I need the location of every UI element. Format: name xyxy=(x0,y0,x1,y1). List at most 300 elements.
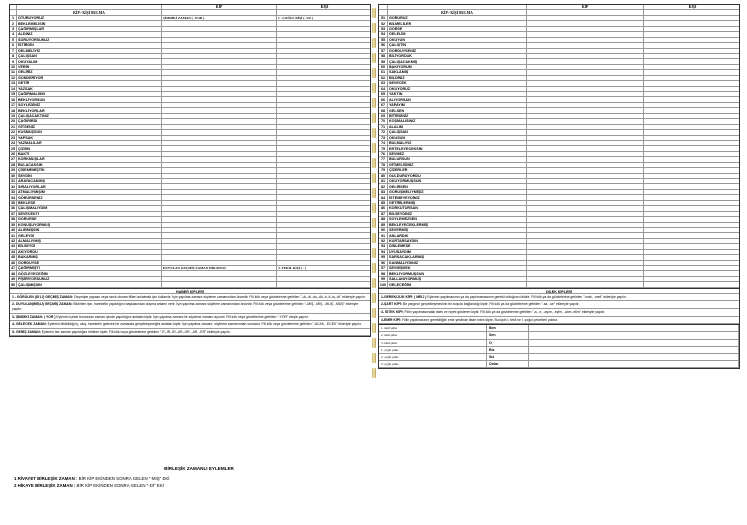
kip-answer-cell[interactable] xyxy=(527,146,644,150)
kisi-answer-cell[interactable] xyxy=(277,282,372,286)
kip-answer-cell[interactable] xyxy=(162,190,277,194)
kisi-answer-cell[interactable] xyxy=(277,130,372,134)
row-number: 42 xyxy=(10,239,16,244)
person-answer-cell[interactable] xyxy=(529,340,739,347)
kip-answer-cell[interactable] xyxy=(527,261,644,265)
kip-answer-cell[interactable]: DUYULAN GEÇMİŞ ZAMAN HİKAYESİ xyxy=(162,266,277,270)
kip-answer-cell[interactable] xyxy=(527,59,644,63)
kisi-answer-cell[interactable] xyxy=(277,228,372,232)
kisi-answer-cell[interactable] xyxy=(277,271,372,275)
kip-answer-cell[interactable] xyxy=(162,103,277,107)
kip-answer-cell[interactable] xyxy=(527,168,644,172)
kip-answer-cell[interactable] xyxy=(162,65,277,69)
kip-answer-cell[interactable] xyxy=(527,250,644,254)
kisi-answer-cell[interactable] xyxy=(277,49,372,53)
kip-answer-cell[interactable] xyxy=(527,87,644,91)
kip-answer-cell[interactable] xyxy=(527,157,644,161)
kip-answer-cell[interactable] xyxy=(527,114,644,118)
kip-answer-cell[interactable] xyxy=(162,261,277,265)
kisi-answer-cell[interactable] xyxy=(277,70,372,74)
kip-answer-cell[interactable] xyxy=(162,255,277,259)
kisi-answer-cell[interactable] xyxy=(277,217,372,221)
kip-answer-cell[interactable] xyxy=(162,92,277,96)
kip-answer-cell[interactable] xyxy=(162,54,277,58)
kip-answer-cell[interactable] xyxy=(162,250,277,254)
verb-cell: GÖRÜRSENİZ xyxy=(17,195,162,199)
kisi-answer-cell[interactable] xyxy=(644,87,741,91)
row-number: 76 xyxy=(379,152,388,156)
kip-answer-cell[interactable] xyxy=(162,233,277,237)
verb-cell: ÇAĞIRMALISIN xyxy=(17,92,162,96)
kisi-answer-cell[interactable] xyxy=(644,146,741,150)
row-number: 35 xyxy=(10,200,16,205)
kisi-answer-cell[interactable] xyxy=(644,81,741,85)
kisi-answer-cell[interactable] xyxy=(277,125,372,129)
kisi-answer-cell[interactable] xyxy=(644,206,741,210)
kip-answer-cell[interactable] xyxy=(162,282,277,286)
row-number: 47 xyxy=(10,266,16,271)
kip-answer-cell[interactable] xyxy=(527,70,644,74)
kisi-answer-cell[interactable] xyxy=(277,152,372,156)
kip-answer-cell[interactable] xyxy=(162,244,277,248)
kip-answer-cell[interactable] xyxy=(527,217,644,221)
row-number: 28 xyxy=(10,162,16,167)
kisi-answer-cell[interactable] xyxy=(644,271,741,275)
kisi-answer-cell[interactable] xyxy=(644,92,741,96)
verb-cell: ATMALIYMIŞIM xyxy=(17,190,162,194)
kisi-answer-cell[interactable]: 3. TEKİL KİŞİ ( - ) xyxy=(278,266,306,271)
kip-answer-cell[interactable] xyxy=(527,233,644,237)
kip-answer-cell[interactable] xyxy=(162,277,277,281)
kip-answer-cell[interactable] xyxy=(527,223,644,227)
kip-answer-cell[interactable]: ŞİMDİKİ ZAMAN ( -YOR ) xyxy=(162,16,277,20)
kip-answer-cell[interactable] xyxy=(527,255,644,259)
kisi-answer-cell[interactable] xyxy=(277,97,372,101)
kip-answer-cell[interactable] xyxy=(527,174,644,178)
kisi-answer-cell[interactable] xyxy=(277,174,372,178)
kip-answer-cell[interactable] xyxy=(527,38,644,42)
kisi-answer-cell[interactable] xyxy=(644,250,741,254)
kisi-answer-cell[interactable] xyxy=(277,92,372,96)
kip-answer-cell[interactable] xyxy=(162,195,277,199)
kip-answer-cell[interactable] xyxy=(162,152,277,156)
kisi-answer-cell[interactable] xyxy=(277,157,372,161)
kisi-answer-cell[interactable] xyxy=(644,179,741,183)
row-number: 29 xyxy=(10,168,16,173)
kisi-answer-cell[interactable] xyxy=(277,38,372,42)
kisi-answer-cell[interactable] xyxy=(644,261,741,265)
kip-answer-cell[interactable] xyxy=(527,266,644,270)
row-number: 63 xyxy=(379,81,388,85)
verb-cell: ALMALIYMIŞ xyxy=(17,239,162,243)
kip-answer-cell[interactable] xyxy=(162,157,277,161)
row-number: 17 xyxy=(10,103,16,108)
kisi-answer-cell[interactable] xyxy=(644,119,741,123)
kisi-answer-cell[interactable] xyxy=(644,195,741,199)
row-number: 32 xyxy=(10,184,16,189)
kisi-answer-cell[interactable] xyxy=(277,43,372,47)
kip-answer-cell[interactable] xyxy=(527,201,644,205)
kip-answer-cell[interactable] xyxy=(527,65,644,69)
kisi-answer-cell[interactable] xyxy=(277,103,372,107)
tense-notes xyxy=(10,294,370,337)
person-pronoun: Siz xyxy=(487,354,529,361)
kisi-answer-cell[interactable] xyxy=(277,76,372,80)
row-number: 71 xyxy=(379,125,388,129)
kip-answer-cell[interactable] xyxy=(162,201,277,205)
verb-cell: ÇALIŞACAKTINIZ xyxy=(17,114,162,118)
kip-answer-cell[interactable] xyxy=(527,130,644,134)
verb-cell: BULACAKSIN xyxy=(17,163,162,167)
person-label: 1. çoğul şahıs xyxy=(379,347,487,354)
kip-answer-cell[interactable] xyxy=(162,81,277,85)
kisi-answer-cell[interactable] xyxy=(644,38,741,42)
row-number: 58 xyxy=(379,54,388,58)
kisi-answer-cell[interactable] xyxy=(644,141,741,145)
binder-ring xyxy=(372,128,376,138)
kip-answer-cell[interactable] xyxy=(527,32,644,36)
kip-answer-cell[interactable] xyxy=(527,43,644,47)
kisi-answer-cell[interactable] xyxy=(644,184,741,188)
row-number: 27 xyxy=(10,157,16,162)
binder-ring xyxy=(372,8,376,18)
section-title: DİLEK KİPLERİ xyxy=(379,288,739,294)
row-number: 62 xyxy=(379,76,388,80)
kisi-answer-cell[interactable] xyxy=(277,119,372,123)
row-number: 80 xyxy=(379,174,388,178)
row-number: 99 xyxy=(379,277,388,281)
kisi-answer-cell[interactable] xyxy=(644,201,741,205)
row-number: 51 xyxy=(379,16,388,20)
verb-cell: İSTEMEYEYDİNİZ xyxy=(388,195,527,199)
kisi-answer-cell[interactable] xyxy=(277,201,372,205)
kisi-answer-cell[interactable] xyxy=(644,16,741,20)
kisi-answer-cell[interactable] xyxy=(277,233,372,237)
kip-answer-cell[interactable] xyxy=(162,76,277,80)
row-number: 75 xyxy=(379,146,388,150)
row-number: 69 xyxy=(379,114,388,118)
kip-answer-cell[interactable] xyxy=(162,49,277,53)
verb-cell: KURTARSAYDIN xyxy=(388,239,527,243)
kip-answer-cell[interactable] xyxy=(527,108,644,112)
row-number: 12 xyxy=(10,75,16,80)
verb-cell: OKUYALIM xyxy=(17,59,162,63)
verb-cell: AKIYORDU xyxy=(17,250,162,254)
kip-answer-cell[interactable] xyxy=(162,239,277,243)
verb-cell: ALIRMIŞSIN xyxy=(17,228,162,232)
kisi-answer-cell[interactable] xyxy=(644,255,741,259)
kisi-answer-cell[interactable] xyxy=(277,108,372,112)
kisi-answer-cell[interactable] xyxy=(277,59,372,63)
row-number: 34 xyxy=(10,195,16,200)
kisi-answer-cell[interactable] xyxy=(644,114,741,118)
kisi-answer-cell[interactable] xyxy=(644,266,741,270)
person-pronoun: Sen xyxy=(487,332,529,339)
verb-cell: BEKLİYORSUN xyxy=(17,97,162,101)
row-number: 30 xyxy=(10,173,16,178)
verb-cell: ÇİZSİN xyxy=(17,146,162,150)
kisi-answer-cell[interactable] xyxy=(644,136,741,140)
kip-answer-cell[interactable] xyxy=(162,141,277,145)
binder-ring xyxy=(372,53,376,63)
kip-answer-cell[interactable] xyxy=(527,103,644,107)
person-pronoun: O xyxy=(487,340,529,347)
kip-answer-cell[interactable] xyxy=(527,136,644,140)
kip-answer-cell[interactable] xyxy=(162,271,277,275)
kip-answer-cell[interactable] xyxy=(527,16,644,20)
kip-answer-cell[interactable] xyxy=(162,212,277,216)
note-heading: 4-EMİR KİPİ: xyxy=(381,317,402,322)
kisi-answer-cell[interactable] xyxy=(644,70,741,74)
kip-answer-cell[interactable] xyxy=(527,141,644,145)
kip-answer-cell[interactable] xyxy=(162,136,277,140)
kip-answer-cell[interactable] xyxy=(162,125,277,129)
kisi-answer-cell[interactable] xyxy=(644,217,741,221)
kisi-answer-cell[interactable] xyxy=(277,244,372,248)
note-item xyxy=(379,309,739,317)
person-answer-cell[interactable] xyxy=(529,361,739,368)
row-number: 57 xyxy=(379,49,388,53)
verb-cell: OKUYUN xyxy=(388,38,527,42)
kip-answer-cell[interactable] xyxy=(527,244,644,248)
kip-answer-cell[interactable] xyxy=(162,184,277,188)
verb-cell: KÜSMÜŞSÜN xyxy=(17,130,162,134)
verb-cell: GELECEĞİM xyxy=(388,282,527,286)
kip-answer-cell[interactable] xyxy=(527,228,644,232)
verb-cell: GELSEN xyxy=(388,108,527,112)
kisi-answer-cell[interactable] xyxy=(644,108,741,112)
verb-cell: GELMELİYİZ xyxy=(17,49,162,53)
row-number: 44 xyxy=(10,249,16,254)
verb-cell: GÖRDÜYSE xyxy=(17,261,162,265)
kisi-answer-cell[interactable] xyxy=(277,179,372,183)
kisi-answer-cell[interactable] xyxy=(277,190,372,194)
kisi-answer-cell[interactable] xyxy=(644,130,741,134)
kisi-answer-cell[interactable] xyxy=(277,114,372,118)
note-text: Eylemin her zaman yapıldığını bildiren kiptir. Fiil kök veya gövdelerine getirilen "-R,-IR,-İR,-UR,-ÜR, -AR, -ER" ekleriyle yapılır. xyxy=(40,329,231,334)
row-number: 36 xyxy=(10,206,16,211)
kip-answer-cell[interactable] xyxy=(162,217,277,221)
kisi-answer-cell[interactable] xyxy=(277,239,372,243)
kisi-answer-cell[interactable] xyxy=(644,54,741,58)
kip-answer-cell[interactable] xyxy=(527,184,644,188)
kisi-answer-cell[interactable] xyxy=(644,103,741,107)
binder-ring xyxy=(372,293,376,303)
kip-answer-cell[interactable] xyxy=(162,27,277,31)
kisi-answer-cell[interactable] xyxy=(277,163,372,167)
verb-cell: ANLARDIK xyxy=(388,233,527,237)
kisi-answer-cell[interactable] xyxy=(644,282,741,286)
kip-answer-cell[interactable] xyxy=(162,21,277,25)
kip-answer-cell[interactable] xyxy=(162,32,277,36)
kisi-answer-cell[interactable] xyxy=(277,146,372,150)
kisi-answer-cell[interactable] xyxy=(644,32,741,36)
kisi-answer-cell[interactable] xyxy=(644,174,741,178)
verb-cell: OKUSUN xyxy=(388,136,527,140)
person-answer-cell[interactable] xyxy=(529,354,739,361)
kip-answer-cell[interactable] xyxy=(162,146,277,150)
kisi-answer-cell[interactable] xyxy=(644,152,741,156)
kip-answer-cell[interactable] xyxy=(162,70,277,74)
kisi-answer-cell[interactable] xyxy=(644,125,741,129)
kip-answer-cell[interactable] xyxy=(162,179,277,183)
row-number: 79 xyxy=(379,168,388,172)
kip-answer-cell[interactable] xyxy=(527,212,644,216)
kisi-answer-cell[interactable] xyxy=(644,27,741,31)
kisi-answer-cell[interactable] xyxy=(277,21,372,25)
kip-answer-cell[interactable] xyxy=(527,125,644,129)
kisi-answer-cell[interactable] xyxy=(644,190,741,194)
note-item xyxy=(10,321,370,329)
kisi-answer-cell[interactable] xyxy=(644,49,741,53)
verb-cell: ALALIM xyxy=(388,125,527,129)
kisi-answer-cell[interactable] xyxy=(277,32,372,36)
row-number: 88 xyxy=(379,217,388,221)
kisi-answer-cell[interactable] xyxy=(277,250,372,254)
kisi-answer-cell[interactable] xyxy=(277,206,372,210)
row-number: 64 xyxy=(379,87,388,91)
verb-cell: ERTELEYECEKSİN xyxy=(388,146,527,150)
kip-answer-cell[interactable] xyxy=(527,277,644,281)
verb-cell: SEVECEKTİ xyxy=(17,212,162,216)
kisi-answer-cell[interactable] xyxy=(277,168,372,172)
kisi-answer-cell[interactable] xyxy=(277,54,372,58)
kip-answer-cell[interactable] xyxy=(162,228,277,232)
kip-answer-cell[interactable] xyxy=(527,97,644,101)
kip-answer-cell[interactable] xyxy=(527,163,644,167)
kip-answer-cell[interactable] xyxy=(162,223,277,227)
kisi-answer-cell[interactable] xyxy=(644,212,741,216)
kisi-answer-cell[interactable] xyxy=(644,65,741,69)
kip-answer-cell[interactable] xyxy=(162,97,277,101)
row-number: 45 xyxy=(10,255,16,260)
verb-cell: SALLANIYORMUŞ xyxy=(388,277,527,281)
person-table xyxy=(379,324,739,368)
kip-answer-cell[interactable] xyxy=(162,130,277,134)
verb-cell: GÖRSE xyxy=(388,27,527,31)
kip-answer-cell[interactable] xyxy=(527,190,644,194)
verb-cell: BEKLESE xyxy=(17,201,162,205)
row-number: 7 xyxy=(10,49,17,53)
binder-ring xyxy=(372,188,376,198)
kip-answer-cell[interactable] xyxy=(162,108,277,112)
compound-line: 1 RİVAYET BİRLEŞİK ZAMAN : BİR KİP EKİNDEN SONRA GELEN "-MIŞ" EKİ xyxy=(14,476,170,481)
kip-answer-cell[interactable] xyxy=(527,179,644,183)
person-label: 3. tekil şahıs xyxy=(379,340,487,347)
kip-answer-cell[interactable] xyxy=(527,81,644,85)
kip-answer-cell[interactable] xyxy=(162,119,277,123)
kisi-answer-cell[interactable] xyxy=(644,228,741,232)
kisi-answer-cell[interactable] xyxy=(644,43,741,47)
verb-cell: BİLSEYDİ xyxy=(17,244,162,248)
kip-answer-cell[interactable] xyxy=(527,27,644,31)
kisi-answer-cell[interactable] xyxy=(277,255,372,259)
kisi-answer-cell[interactable] xyxy=(644,277,741,281)
kisi-answer-cell[interactable] xyxy=(644,223,741,227)
kisi-answer-cell[interactable] xyxy=(277,141,372,145)
kip-answer-cell[interactable] xyxy=(527,271,644,275)
row-number: 10 xyxy=(10,65,16,70)
kisi-answer-cell[interactable] xyxy=(277,27,372,31)
kisi-answer-cell[interactable] xyxy=(277,81,372,85)
kip-answer-cell[interactable] xyxy=(162,38,277,42)
kip-answer-cell[interactable] xyxy=(527,76,644,80)
kip-answer-cell[interactable] xyxy=(162,43,277,47)
kisi-answer-cell[interactable] xyxy=(277,277,372,281)
kisi-answer-cell[interactable] xyxy=(644,21,741,25)
verb-cell: YAKTIN xyxy=(388,92,527,96)
person-pronoun: Ben xyxy=(487,325,529,332)
kip-answer-cell[interactable] xyxy=(527,282,644,286)
kisi-answer-cell[interactable] xyxy=(277,223,372,227)
kip-answer-cell[interactable] xyxy=(527,21,644,25)
person-answer-cell[interactable] xyxy=(529,332,739,339)
kisi-answer-cell[interactable] xyxy=(644,163,741,167)
kisi-answer-cell[interactable] xyxy=(644,157,741,161)
kisi-answer-cell[interactable] xyxy=(277,136,372,140)
binder-ring xyxy=(372,98,376,108)
note-heading: 5- GENİŞ ZAMAN: xyxy=(12,329,41,334)
kip-answer-cell[interactable] xyxy=(527,54,644,58)
kisi-answer-cell[interactable] xyxy=(644,244,741,248)
verb-cell: İSTİRDİN xyxy=(17,43,162,47)
kip-answer-cell[interactable] xyxy=(162,168,277,172)
kisi-answer-cell[interactable]: 1 . ÇOĞUL KİŞİ ( -UZ ) xyxy=(278,16,314,21)
row-number: 49 xyxy=(10,277,16,282)
row-number: 89 xyxy=(379,223,388,227)
note-heading: 3- ŞİMDİKİ ZAMAN: ( YOR ) xyxy=(12,314,56,319)
kip-answer-cell[interactable] xyxy=(527,92,644,96)
verb-cell: BAKARMIŞ xyxy=(17,255,162,259)
kisi-answer-cell[interactable] xyxy=(277,212,372,216)
kisi-answer-cell[interactable] xyxy=(277,65,372,69)
kip-answer-cell[interactable] xyxy=(162,87,277,91)
verb-cell: KORKUTURSAN xyxy=(388,206,527,210)
verb-cell: DİNLEMESE xyxy=(388,244,527,248)
kip-answer-cell[interactable] xyxy=(527,195,644,199)
row-number: 14 xyxy=(10,86,16,91)
kip-answer-cell[interactable] xyxy=(162,163,277,167)
verb-table xyxy=(10,16,370,288)
row-number: 66 xyxy=(379,97,388,101)
kip-answer-cell[interactable] xyxy=(162,59,277,63)
row-number: 48 xyxy=(10,271,16,276)
kisi-answer-cell[interactable] xyxy=(277,87,372,91)
kip-answer-cell[interactable] xyxy=(527,239,644,243)
kisi-answer-cell[interactable] xyxy=(644,59,741,63)
kisi-answer-cell[interactable] xyxy=(644,168,741,172)
kisi-answer-cell[interactable] xyxy=(277,261,372,265)
kip-answer-cell[interactable] xyxy=(527,119,644,123)
kip-answer-cell[interactable] xyxy=(162,174,277,178)
person-answer-cell[interactable] xyxy=(529,347,739,354)
kisi-answer-cell[interactable] xyxy=(644,239,741,243)
kisi-answer-cell[interactable] xyxy=(644,76,741,80)
note-item xyxy=(10,329,370,336)
col-kip-header: KİP xyxy=(527,5,644,9)
kisi-answer-cell[interactable] xyxy=(277,184,372,188)
kip-answer-cell[interactable] xyxy=(527,206,644,210)
kisi-answer-cell[interactable] xyxy=(644,97,741,101)
kip-answer-cell[interactable] xyxy=(162,114,277,118)
person-answer-cell[interactable] xyxy=(529,325,739,332)
verb-cell: BİLDİNİZ xyxy=(388,76,527,80)
kisi-answer-cell[interactable] xyxy=(644,233,741,237)
kip-answer-cell[interactable] xyxy=(527,152,644,156)
kip-answer-cell[interactable] xyxy=(527,49,644,53)
kip-answer-cell[interactable] xyxy=(162,206,277,210)
kisi-answer-cell[interactable] xyxy=(277,195,372,199)
